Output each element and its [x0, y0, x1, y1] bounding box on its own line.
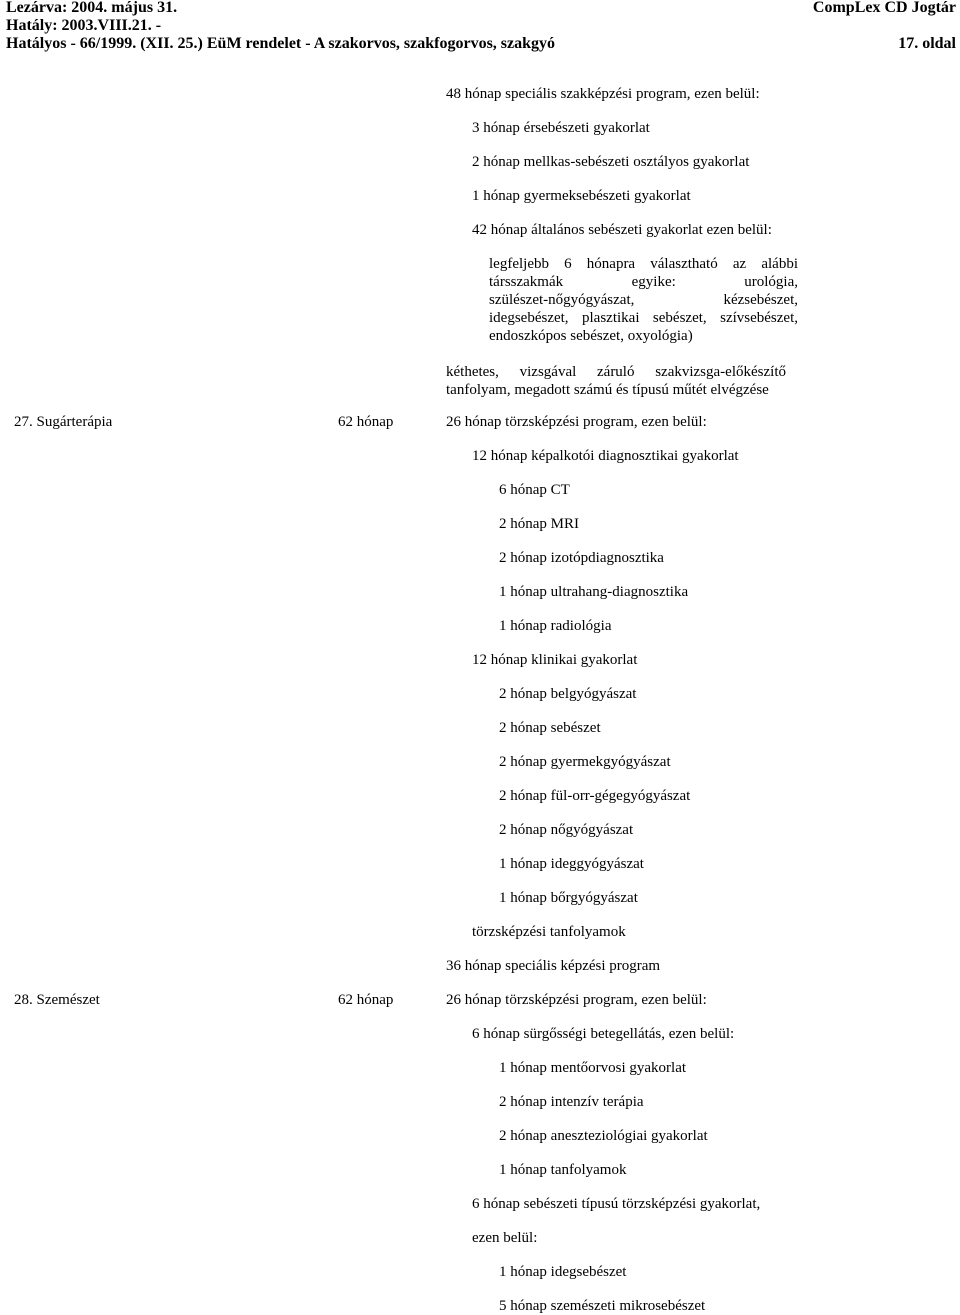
- specialty-duration: 62 hónap: [338, 992, 394, 1008]
- header-page-number: 17. oldal: [898, 35, 956, 52]
- program-subitem: 2 hónap sebészet: [499, 720, 601, 736]
- exam-course-paragraph: [446, 363, 786, 399]
- specialty-duration: 62 hónap: [338, 414, 394, 430]
- paragraph-line: társszakmák egyike: urológia,: [489, 274, 798, 290]
- paragraph-line: endoszkópos sebészet, oxyológia): [489, 328, 693, 344]
- paragraph-line: szülészet-nőgyógyászat, kézsebészet,: [489, 292, 798, 308]
- header-act-title: Hatályos - 66/1999. (XII. 25.) EüM rendelet - A szakorvos, szakfogorvos, szakgyó: [6, 35, 556, 52]
- paragraph-line: idegsebészet, plasztikai sebészet, szívsebészet,: [489, 310, 798, 326]
- specialty-name: 28. Szemészet: [14, 992, 100, 1008]
- program-subitem: 2 hónap aneszteziológiai gyakorlat: [499, 1128, 708, 1144]
- paragraph-line: tanfolyam, megadott számú és típusú műtét elvégzése: [446, 382, 769, 398]
- program-subitem: 2 hónap gyermekgyógyászat: [499, 754, 671, 770]
- specialty-name: 27. Sugárterápia: [14, 414, 113, 430]
- program-subitem: 1 hónap ultrahang-diagnosztika: [499, 584, 689, 600]
- program-subitem: 1 hónap ideggyógyászat: [499, 856, 644, 872]
- program-subitem: 6 hónap CT: [499, 482, 570, 498]
- program-item: törzsképzési tanfolyamok: [472, 924, 626, 940]
- program-subitem: 2 hónap nőgyógyászat: [499, 822, 634, 838]
- program-subitem: 2 hónap intenzív terápia: [499, 1094, 644, 1110]
- program-subitem: 2 hónap MRI: [499, 516, 579, 532]
- program-item: 3 hónap érsebészeti gyakorlat: [472, 120, 650, 136]
- program-item: ezen belül:: [472, 1230, 538, 1246]
- program-subitem: 2 hónap izotópdiagnosztika: [499, 550, 664, 566]
- program-subitem: 1 hónap bőrgyógyászat: [499, 890, 638, 906]
- program-subitem: 5 hónap szemészeti mikrosebészet: [499, 1298, 706, 1314]
- header-product-name: CompLex CD Jogtár: [812, 0, 956, 16]
- paragraph-line: kéthetes, vizsgával záruló szakvizsga-előkészítő: [446, 364, 786, 380]
- header-closing-date: Lezárva: 2004. május 31.: [6, 0, 178, 16]
- program-subitem: 2 hónap belgyógyászat: [499, 686, 637, 702]
- paragraph-line: legfeljebb 6 hónapra választható az alábbi: [489, 256, 798, 272]
- program-subitem: 2 hónap fül-orr-gégegyógyászat: [499, 788, 691, 804]
- program-item: 2 hónap mellkas-sebészeti osztályos gyakorlat: [472, 154, 750, 170]
- program-intro: 48 hónap speciális szakképzési program, ezen belül:: [446, 86, 760, 102]
- program-subitem: 1 hónap radiológia: [499, 618, 612, 634]
- program-item: 12 hónap klinikai gyakorlat: [472, 652, 638, 668]
- specialty-program: 26 hónap törzsképzési program, ezen belül:: [446, 414, 707, 430]
- program-item: 42 hónap általános sebészeti gyakorlat ezen belül:: [472, 222, 772, 238]
- program-subitem: 1 hónap tanfolyamok: [499, 1162, 627, 1178]
- elective-paragraph: [489, 255, 798, 345]
- header-scope: Hatály: 2003.VIII.21. -: [6, 17, 162, 34]
- specialty-program: 26 hónap törzsképzési program, ezen belül:: [446, 992, 707, 1008]
- program-section: 36 hónap speciális képzési program: [446, 958, 661, 974]
- program-item: 6 hónap sürgősségi betegellátás, ezen belül:: [472, 1026, 735, 1042]
- program-item: 1 hónap gyermeksebészeti gyakorlat: [472, 188, 691, 204]
- program-item: 12 hónap képalkotói diagnosztikai gyakorlat: [472, 448, 739, 464]
- program-subitem: 1 hónap mentőorvosi gyakorlat: [499, 1060, 687, 1076]
- program-item: 6 hónap sebészeti típusú törzsképzési gyakorlat,: [472, 1196, 761, 1212]
- program-subitem: 1 hónap idegsebészet: [499, 1264, 627, 1280]
